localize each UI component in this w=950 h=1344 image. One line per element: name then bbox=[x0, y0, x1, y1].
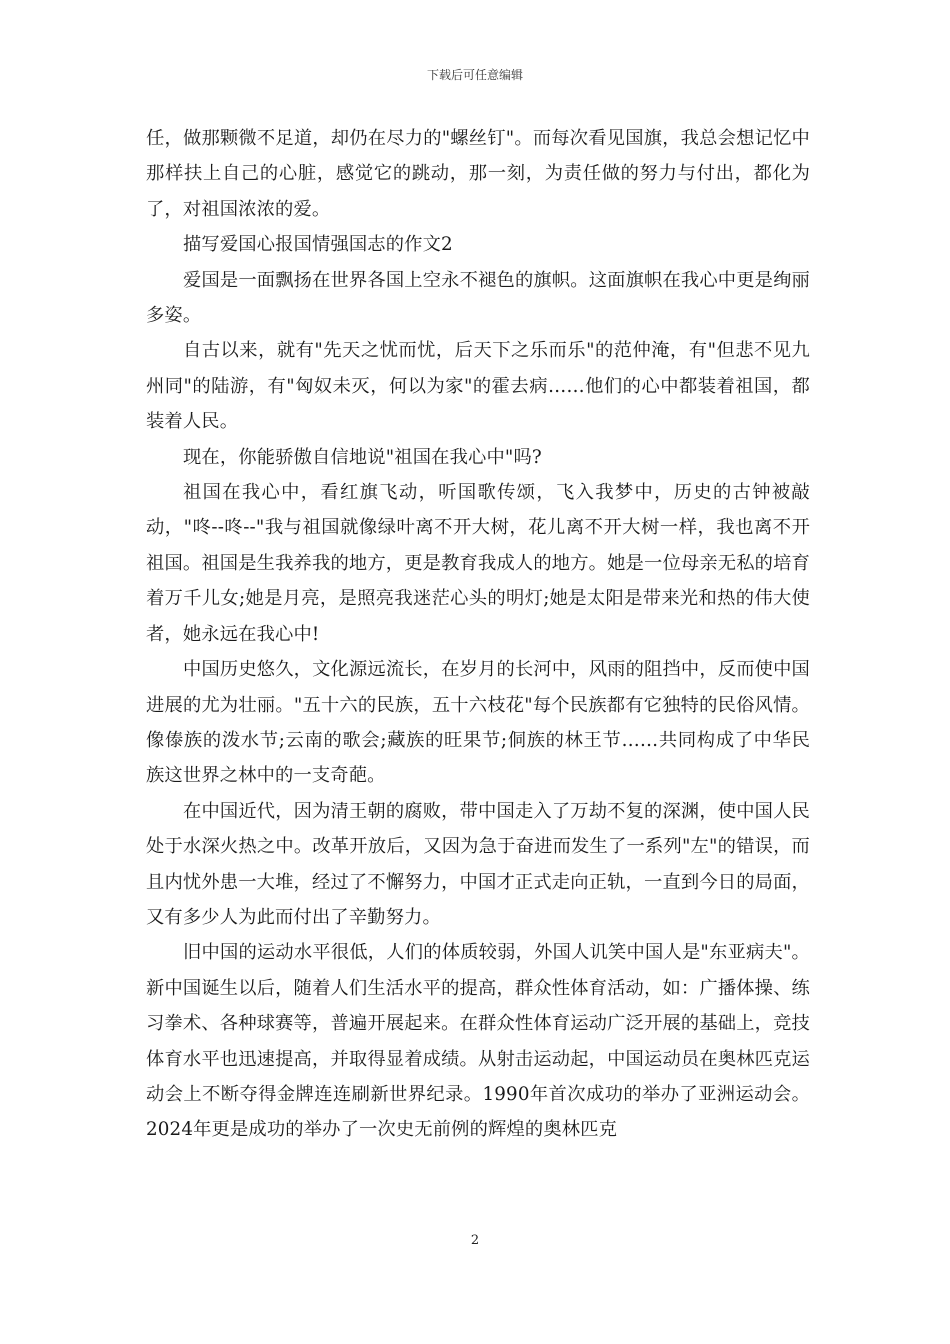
paragraph: 现在，你能骄傲自信地说"祖国在我心中"吗? bbox=[183, 446, 542, 468]
paragraph: 祖国在我心中，看红旗飞动，听国歌传颂，飞入我梦中，历史的古钟被敲动，"咚--咚--"我与祖国就像绿叶离不开大树，花儿离不开大树一样，我也离不开祖国。祖国是生我养我的地方，更是教育我成人的地方。她是一位母亲无私的培育着万千儿女;她是月亮，是照亮我迷茫心头的明灯;她是太阳是带来光和热的伟大使者，她永远在我心中! bbox=[146, 482, 810, 645]
page-header: 下载后可任意编辑 bbox=[426, 68, 523, 82]
paragraph: 爱国是一面飘扬在世界各国上空永不褪色的旗帜。这面旗帜在我心中更是绚丽多姿。 bbox=[146, 269, 810, 327]
paragraph: 旧中国的运动水平很低，人们的体质较弱，外国人讥笑中国人是"东亚病夫"。新中国诞生以后，随着人们生活水平的提高，群众性体育活动，如：广播体操、练习拳术、各种球赛等，普遍开展起来。在群众性体育运动广泛开展的基础上，竞技体育水平也迅速提高，并取得显着成绩。从射击运动起，中国运动员在奥林匹克运动会上不断夺得金牌连连刷新世界纪录。1990年首次成功的举办了亚洲运动会。2024年更是成功的举办了一次史无前例的辉煌的奥林匹克 bbox=[146, 942, 810, 1141]
document-body bbox=[146, 121, 810, 1148]
paragraph: 在中国近代，因为清王朝的腐败，带中国走入了万劫不复的深渊，使中国人民处于水深火热之中。改革开放后，又因为急于奋进而发生了一系列"左"的错误，而且内忧外患一大堆，经过了不懈努力，中国才正式走向正轨，一直到今日的局面，又有多少人为此而付出了辛勤努力。 bbox=[146, 800, 810, 928]
section-heading: 描写爱国心报国情强国志的作文2 bbox=[183, 234, 453, 256]
page-number: 2 bbox=[470, 1233, 480, 1248]
paragraph: 自古以来，就有"先天之忧而忧，后天下之乐而乐"的范仲淹，有"但悲不见九州同"的陆游，有"匈奴未灭，何以为家"的霍去病……他们的心中都装着祖国，都装着人民。 bbox=[146, 340, 810, 433]
paragraph-continuation: 任，做那颗微不足道，却仍在尽力的"螺丝钉"。而每次看见国旗，我总会想记忆中那样扶上自己的心脏，感觉它的跳动，那一刻，为责任做的努力与付出，都化为了，对祖国浓浓的爱。 bbox=[146, 128, 810, 220]
paragraph: 中国历史悠久，文化源远流长，在岁月的长河中，风雨的阻挡中，反而使中国进展的尤为壮丽。"五十六的民族，五十六枝花"每个民族都有它独特的民俗风情。像傣族的泼水节;云南的歌会;藏族的旺果节;侗族的林王节……共同构成了中华民族这世界之林中的一支奇葩。 bbox=[146, 659, 810, 787]
